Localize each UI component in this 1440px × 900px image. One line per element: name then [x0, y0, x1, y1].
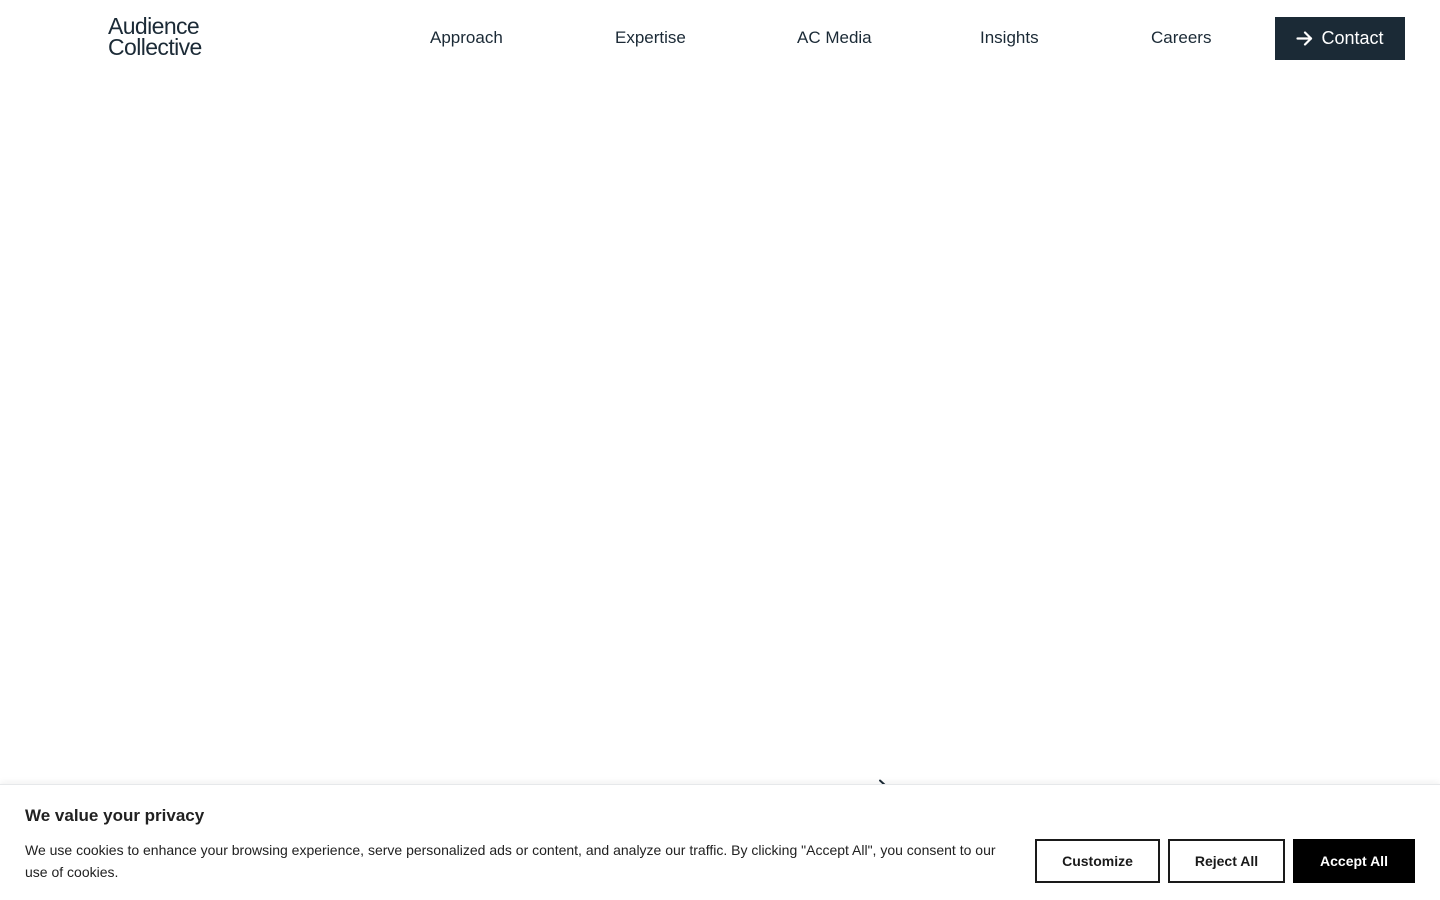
cookie-banner-title: We value your privacy: [25, 806, 205, 825]
logo-line-2: Collective: [108, 34, 202, 60]
reject-all-button[interactable]: Reject All: [1168, 839, 1285, 883]
site-logo[interactable]: [108, 13, 202, 60]
nav-link-insights[interactable]: Insights: [980, 28, 1039, 47]
nav-link-expertise[interactable]: Expertise: [615, 28, 686, 47]
contact-button-label: Contact: [1321, 28, 1384, 48]
accept-all-button[interactable]: Accept All: [1293, 839, 1415, 883]
customize-button[interactable]: Customize: [1035, 839, 1160, 883]
nav-link-careers[interactable]: Careers: [1151, 28, 1212, 47]
site-header: [0, 0, 1440, 78]
contact-button[interactable]: [1275, 17, 1405, 60]
arrow-right-icon: [1296, 31, 1313, 46]
cookie-banner-text: We use cookies to enhance your browsing experience, serve personalized ads or content, and analyze our traffic. By clicking "Accept All", you consent to our use of cookies.: [25, 842, 996, 880]
logo-line-1: Audience: [108, 13, 200, 39]
cookie-consent-banner: [0, 784, 1440, 900]
nav-link-approach[interactable]: Approach: [430, 28, 503, 47]
nav-link-ac-media[interactable]: AC Media: [797, 28, 872, 47]
